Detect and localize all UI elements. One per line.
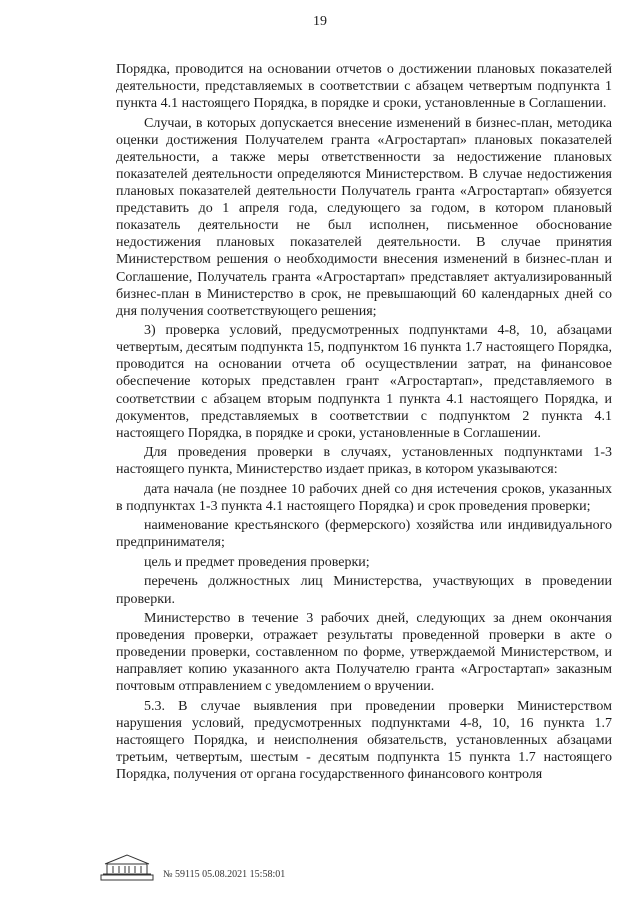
building-emblem-icon <box>97 852 157 882</box>
registration-stamp <box>97 852 285 882</box>
page-number: 19 <box>313 14 327 29</box>
paragraph-6: наименование крестьянского (фермерского) хозяйства или индивидуального предпринимателя; <box>116 518 612 551</box>
paragraph-5: дата начала (не позднее 10 рабочих дней со дня истечения сроков, указанных в подпунктах 1-3 пункта 4.1 настоящего Порядка) и срок проведения проверки; <box>116 481 612 514</box>
paragraph-4: Для проведения проверки в случаях, установленных подпунктами 1-3 настоящего пункта, Министерство издает приказ, в котором указываются: <box>116 445 612 478</box>
paragraph-1: Порядка, проводится на основании отчетов о достижении плановых показателей деятельности, представляемых в соответствии с абзацем четвертым подпункта 1 пункта 4.1 настоящего Порядка, в порядке и сроки, установленные в Соглашении. <box>116 62 612 112</box>
paragraph-7: цель и предмет проведения проверки; <box>144 554 370 570</box>
paragraph-3: 3) проверка условий, предусмотренных подпунктами 4-8, 10, абзацами четвертым, десятым подпункта 15, подпунктом 16 пункта 1.7 настоящего Порядка, проводится на основании отчета об осуществлении затрат, на финансовое обеспечение которых представлен грант «Агростартап», представляемого в соответствии с абзацем вторым подпункта 1 пункта 4.1 настоящего Порядка, и документов, представляемых в соответствии с подпунктом 2 пункта 4.1 настоящего Порядка, в порядке и сроки, установленные в Соглашении. <box>116 323 612 441</box>
paragraph-9: Министерство в течение 3 рабочих дней, следующих за днем окончания проведения проверки, отражает результаты проведенной проверки в акте о проведении проверки, составленном по форме, утверждаемой Министерством, и направляет копию указанного акта Получателю гранта «Агростартап» заказным почтовым отправлением с уведомлением о вручении. <box>116 611 612 695</box>
registration-number: № 59115 05.08.2021 15:58:01 <box>163 869 286 880</box>
paragraph-2: Случаи, в которых допускается внесение изменений в бизнес-план, методика оценки достижения Получателем гранта «Агростартап» плановых показателей деятельности, а также меры ответственности за недостижение плановых показателей деятельности определяются Министерством. В случае недостижения плановых показателей деятельности Получатель гранта «Агростартап» обязуется представить до 1 апреля года, следующего за годом, в котором плановый показатель деятельности не был исполнен, письменное обоснование недостижения плановых показателей деятельности. В случае принятия Министерством решения о необходимости внесения изменений в бизнес-план и Соглашение, Получатель гранта «Агростартап» представляет актуализированный бизнес-план в Министерство в срок, не превышающий 60 календарных дней со дня получения соответствующего решения; <box>116 115 612 319</box>
document-body <box>116 61 612 786</box>
paragraph-10: 5.3. В случае выявления при проведении проверки Министерством нарушения условий, предусмотренных подпунктами 4-8, 10, 16 пункта 1.7 настоящего Порядка, и неисполнения обязательств, установленных абзацами третьим, четвертым, шестым - десятым подпункта 15 пункта 1.7 настоящего Порядка, получения от органа государственного финансового контроля <box>116 698 612 783</box>
paragraph-8: перечень должностных лиц Министерства, участвующих в проведении проверки. <box>116 574 612 607</box>
